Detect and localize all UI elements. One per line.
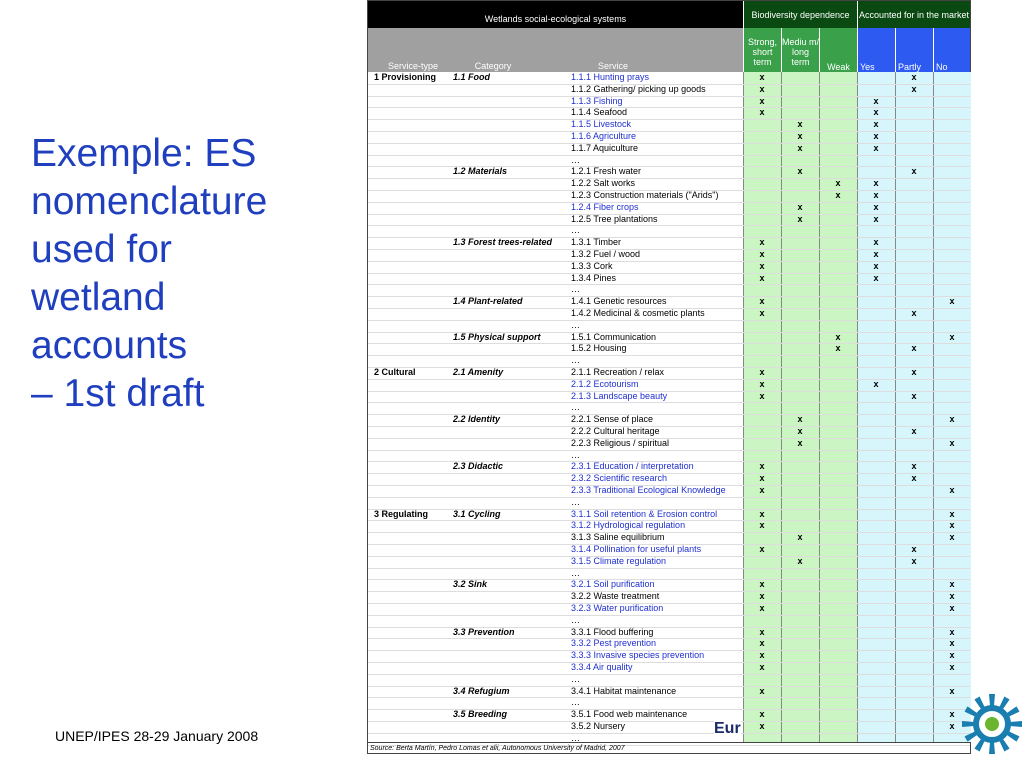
market-mark: x <box>911 461 917 472</box>
header-market: Accounted for in the market <box>857 1 970 28</box>
service-cell: 1.3.1 Timber <box>571 237 622 248</box>
service-cell: 3.1.3 Saline equilibrium <box>571 532 665 543</box>
service-cell: 1.1.2 Gathering/ picking up goods <box>571 83 706 94</box>
market-mark: x <box>873 178 879 189</box>
biodiversity-mark: x <box>759 95 765 106</box>
market-mark: x <box>949 414 955 425</box>
service-cell: 3.5.2 Nursery <box>571 721 626 731</box>
service-cell: 3.3.2 Pest prevention <box>571 638 657 649</box>
biodiversity-mark: x <box>797 119 803 130</box>
service-cell: … <box>571 614 580 625</box>
service-cell: 2.3.2 Scientific research <box>571 473 668 484</box>
biodiversity-mark: x <box>759 650 765 661</box>
category-cell: 3.4 Refugium <box>453 685 510 696</box>
market-mark: x <box>873 237 879 248</box>
category-cell: 1.3 Forest trees-related <box>453 237 553 248</box>
service-cell: 1.5.2 Housing <box>571 343 627 354</box>
market-mark: x <box>949 520 955 531</box>
category-cell: 1.1 Food <box>453 72 491 82</box>
market-mark: x <box>949 296 955 307</box>
market-mark: x <box>911 555 917 566</box>
market-mark: x <box>949 331 955 342</box>
category-cell: 2.1 Amenity <box>453 367 504 377</box>
service-cell: 1.1.4 Seafood <box>571 107 628 118</box>
category-cell: 3.1 Cycling <box>453 508 501 519</box>
biodiversity-mark: x <box>759 508 765 519</box>
service-cell: 1.1.5 Livestock <box>571 119 632 130</box>
service-cell: 2.1.3 Landscape beauty <box>571 390 668 401</box>
market-mark: x <box>949 709 955 720</box>
service-cell: … <box>571 567 580 578</box>
biodiversity-mark: x <box>797 555 803 566</box>
service-cell: 1.2.4 Fiber crops <box>571 201 639 212</box>
service-cell: 1.1.1 Hunting prays <box>571 72 650 82</box>
header-service: Service <box>597 61 628 71</box>
market-mark: x <box>873 142 879 153</box>
header-no: No <box>933 28 970 72</box>
service-cell: … <box>571 496 580 507</box>
biodiversity-mark: x <box>759 485 765 495</box>
market-mark: x <box>911 308 917 318</box>
service-cell: 3.1.1 Soil retention & Erosion control <box>571 508 718 519</box>
service-cell: … <box>571 732 580 743</box>
biodiversity-mark: x <box>835 178 841 189</box>
market-mark: x <box>911 166 917 177</box>
biodiversity-mark: x <box>759 378 765 389</box>
market-mark: x <box>873 107 879 118</box>
market-mark: x <box>949 721 955 731</box>
biodiversity-mark: x <box>759 296 765 307</box>
market-mark: x <box>911 367 917 377</box>
market-mark: x <box>873 378 879 389</box>
biodiversity-mark: x <box>797 532 803 543</box>
header-service-type: Service-type <box>387 61 439 71</box>
biodiversity-mark: x <box>759 107 765 118</box>
service-cell: 3.2.1 Soil purification <box>571 579 655 590</box>
biodiversity-mark: x <box>759 662 765 672</box>
market-mark: x <box>911 72 917 82</box>
biodiversity-mark: x <box>759 685 765 696</box>
category-cell: 3.2 Sink <box>453 579 488 590</box>
title-line: wetland <box>31 276 166 319</box>
service-cell: … <box>571 284 580 295</box>
market-mark: x <box>911 426 917 436</box>
biodiversity-mark: x <box>835 331 841 342</box>
service-cell: 3.3.1 Flood buffering <box>571 626 654 637</box>
biodiversity-mark: x <box>759 626 765 637</box>
service-cell: 3.5.1 Food web maintenance <box>571 709 688 720</box>
service-cell: 1.4.1 Genetic resources <box>571 296 667 307</box>
category-cell: 2.2 Identity <box>453 414 501 425</box>
market-mark: x <box>873 131 879 141</box>
eur-logo-text: Eur <box>714 720 741 737</box>
service-type-cell: 1 Provisioning <box>374 72 437 82</box>
market-mark: x <box>911 473 917 484</box>
service-cell: … <box>571 449 580 460</box>
service-cell: 2.2.1 Sense of place <box>571 414 654 425</box>
market-mark: x <box>873 249 879 259</box>
biodiversity-mark: x <box>759 709 765 720</box>
market-mark: x <box>873 272 879 283</box>
biodiversity-mark: x <box>759 461 765 472</box>
market-mark: x <box>949 685 955 696</box>
market-mark: x <box>949 579 955 590</box>
market-mark: x <box>873 260 879 271</box>
category-cell: 3.5 Breeding <box>453 709 508 720</box>
service-cell: 3.3.3 Invasive species prevention <box>571 650 705 661</box>
biodiversity-mark: x <box>797 131 803 141</box>
service-cell: … <box>571 697 580 708</box>
market-mark: x <box>873 119 879 130</box>
biodiversity-mark: x <box>797 142 803 153</box>
service-cell: … <box>571 225 580 236</box>
biodiversity-mark: x <box>797 201 803 212</box>
market-mark: x <box>949 650 955 661</box>
service-cell: 3.2.3 Water purification <box>571 603 664 613</box>
market-mark: x <box>949 638 955 649</box>
slide-title <box>31 130 351 418</box>
service-cell: 1.2.1 Fresh water <box>571 166 642 177</box>
market-mark: x <box>911 343 917 354</box>
biodiversity-mark: x <box>759 603 765 613</box>
biodiversity-mark: x <box>797 437 803 448</box>
service-cell: 2.3.3 Traditional Ecological Knowledge <box>571 485 726 495</box>
header-medium: Mediu m/ long term <box>781 28 819 72</box>
es-table <box>367 0 971 754</box>
market-mark: x <box>911 83 917 94</box>
biodiversity-mark: x <box>759 390 765 401</box>
biodiversity-mark: x <box>797 426 803 436</box>
title-line: accounts <box>31 324 188 367</box>
biodiversity-mark: x <box>797 166 803 177</box>
market-mark: x <box>873 95 879 106</box>
service-cell: 3.1.4 Pollination for useful plants <box>571 544 702 554</box>
biodiversity-mark: x <box>759 72 765 82</box>
market-mark: x <box>949 591 955 602</box>
market-mark: x <box>911 390 917 401</box>
market-mark: x <box>949 603 955 613</box>
title-line: Exemple: ES <box>31 132 257 175</box>
market-mark: x <box>949 508 955 519</box>
service-cell: 3.1.2 Hydrological regulation <box>571 520 686 531</box>
market-mark: x <box>911 544 917 554</box>
market-mark: x <box>949 437 955 448</box>
biodiversity-mark: x <box>759 544 765 554</box>
title-line: used for <box>31 228 172 271</box>
service-cell: 1.1.6 Agriculture <box>571 131 637 141</box>
service-cell: 1.2.2 Salt works <box>571 178 636 189</box>
market-mark: x <box>949 626 955 637</box>
service-cell: 1.3.2 Fuel / wood <box>571 249 641 259</box>
header-partly: Partly <box>895 28 933 72</box>
market-mark: x <box>873 201 879 212</box>
biodiversity-mark: x <box>759 308 765 318</box>
category-cell: 3.3 Prevention <box>453 626 515 637</box>
service-cell: 3.1.5 Climate regulation <box>571 555 667 566</box>
biodiversity-mark: x <box>759 367 765 377</box>
service-cell: … <box>571 319 580 330</box>
service-cell: 1.3.3 Cork <box>571 260 613 271</box>
eea-logo-icon <box>962 690 1024 760</box>
biodiversity-mark: x <box>759 721 765 731</box>
biodiversity-mark: x <box>759 520 765 531</box>
biodiversity-mark: x <box>759 579 765 590</box>
biodiversity-mark: x <box>759 260 765 271</box>
biodiversity-mark: x <box>759 473 765 484</box>
service-type-cell: 3 Regulating <box>374 508 429 519</box>
market-mark: x <box>873 190 879 200</box>
category-cell: 2.3 Didactic <box>453 461 504 472</box>
biodiversity-mark: x <box>759 638 765 649</box>
service-cell: 3.4.1 Habitat maintenance <box>571 685 677 696</box>
title-line: nomenclature <box>31 180 268 223</box>
category-cell: 1.2 Materials <box>453 166 508 177</box>
service-cell: 2.1.2 Ecotourism <box>571 378 639 389</box>
biodiversity-mark: x <box>797 213 803 224</box>
header-biodiv: Biodiversity dependence <box>743 1 857 28</box>
category-cell: 1.5 Physical support <box>453 331 541 342</box>
biodiversity-mark: x <box>759 237 765 248</box>
service-cell: 3.3.4 Air quality <box>571 662 633 672</box>
service-cell: 2.2.3 Religious / spiritual <box>571 437 670 448</box>
category-cell: 1.4 Plant-related <box>453 296 523 307</box>
title-line: – 1st draft <box>31 372 205 415</box>
header-strong: Strong, short term <box>743 28 781 72</box>
service-cell: 1.2.5 Tree plantations <box>571 213 658 224</box>
biodiversity-mark: x <box>797 414 803 425</box>
service-cell: … <box>571 402 580 413</box>
header-yes: Yes <box>857 28 895 72</box>
biodiversity-mark: x <box>759 272 765 283</box>
header-category: Category <box>474 61 512 71</box>
biodiversity-mark: x <box>835 343 841 354</box>
service-cell: … <box>571 355 580 366</box>
service-cell: 1.2.3 Construction materials ("Arids") <box>571 190 719 200</box>
service-cell: 1.1.3 Fishing <box>571 95 623 106</box>
service-cell: 1.5.1 Communication <box>571 331 657 342</box>
biodiversity-mark: x <box>759 83 765 94</box>
header-weak: Weak <box>819 28 857 72</box>
service-cell: 2.1.1 Recreation / relax <box>571 367 665 377</box>
footer-text: UNEP/IPES 28-29 January 2008 <box>55 728 259 744</box>
source-note: Source: Berta Martín, Pedro Lomas et alii, Autonomous University of Madrid, 2007 <box>368 742 970 754</box>
market-mark: x <box>873 213 879 224</box>
biodiversity-mark: x <box>759 249 765 259</box>
service-type-cell: 2 Cultural <box>374 367 416 377</box>
service-cell: 1.1.7 Aquiculture <box>571 142 639 153</box>
market-mark: x <box>949 532 955 543</box>
service-cell: 2.2.2 Cultural heritage <box>571 426 660 436</box>
header-main: Wetlands social-ecological systems <box>484 14 627 24</box>
service-cell: … <box>571 154 580 165</box>
market-mark: x <box>949 485 955 495</box>
service-cell: 2.3.1 Education / interpretation <box>571 461 694 472</box>
biodiversity-mark: x <box>835 190 841 200</box>
service-cell: 1.4.2 Medicinal & cosmetic plants <box>571 308 705 318</box>
service-cell: 1.3.4 Pines <box>571 272 617 283</box>
service-cell: … <box>571 673 580 684</box>
service-cell: 3.2.2 Waste treatment <box>571 591 660 602</box>
market-mark: x <box>949 662 955 672</box>
biodiversity-mark: x <box>759 591 765 602</box>
